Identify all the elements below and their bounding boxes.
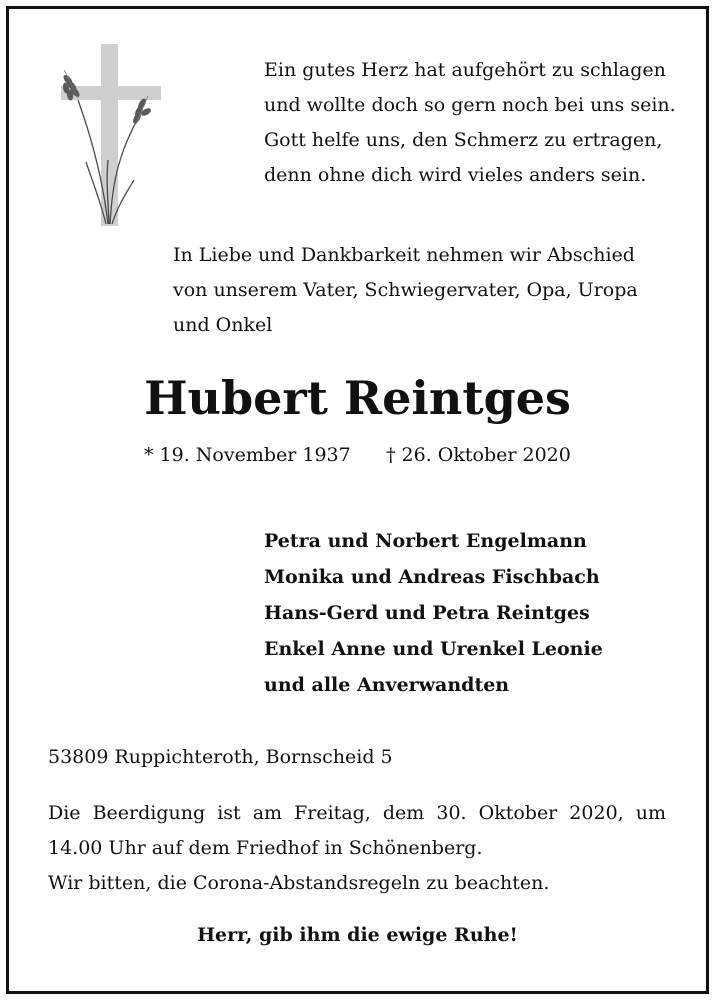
death-date: † 26. Oktober 2020: [386, 444, 571, 466]
farewell-intro: [173, 238, 638, 343]
funeral-info: Die Beerdigung ist am Freitag, dem 30. Oktober 2020, um 14.00 Uhr auf dem Friedhof in Schönenberg.: [48, 802, 666, 859]
intro-line: In Liebe und Dankbarkeit nehmen wir Abschied: [173, 244, 635, 266]
intro-line: von unserem Vater, Schwiegervater, Opa, Uropa: [173, 279, 638, 301]
mourner-line: Petra und Norbert Engelmann: [264, 530, 587, 552]
poem-line: Gott helfe uns, den Schmerz zu ertragen,: [264, 129, 663, 151]
mourner-line: Enkel Anne und Urenkel Leonie: [264, 638, 603, 660]
intro-line: und Onkel: [173, 314, 273, 336]
mourners-list: [264, 523, 603, 703]
poem-line: Ein gutes Herz hat aufgehört zu schlagen: [264, 59, 666, 81]
distance-note: Wir bitten, die Corona-Abstandsregeln zu beachten.: [48, 872, 550, 894]
address: 53809 Ruppichteroth, Bornscheid 5: [48, 746, 393, 768]
closing-prayer: Herr, gib ihm die ewige Ruhe!: [197, 924, 518, 946]
mourner-line: und alle Anverwandten: [264, 674, 510, 696]
funeral-details: [48, 796, 666, 901]
birth-date: * 19. November 1937: [144, 444, 351, 466]
poem-line: und wollte doch so gern noch bei uns sein.: [264, 94, 676, 116]
deceased-name: Hubert Reintges: [144, 371, 571, 425]
mourner-line: Monika und Andreas Fischbach: [264, 566, 600, 588]
mourner-line: Hans-Gerd und Petra Reintges: [264, 602, 590, 624]
cross-with-wheat-icon: [56, 40, 166, 230]
poem: [264, 53, 676, 193]
poem-line: denn ohne dich wird vieles anders sein.: [264, 164, 647, 186]
